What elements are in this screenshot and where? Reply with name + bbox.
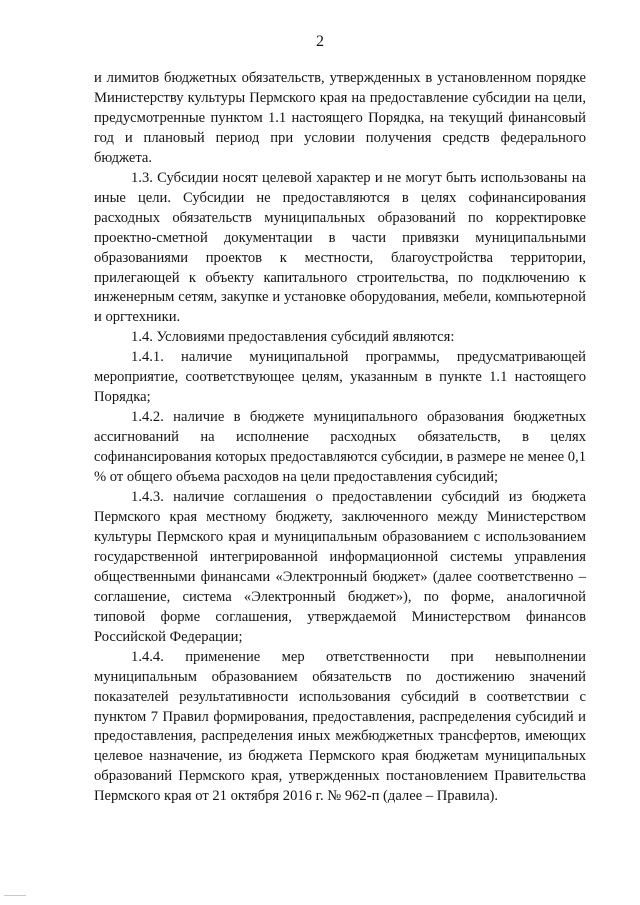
paragraph-1-3: 1.3. Субсидии носят целевой характер и не могут быть использованы на иные цели. Субсидии не предоставляются в целях софинансирования расходных обязательств муниципальных образований по корректировке проектно-сметной документации в части привязки муниципальными образованиями проектов к местности, благоустройства территории, прилегающей к объекту капитального строительства, по подключению к инженерным сетям, закупке и установке оборудования, мебели, компьютерной и оргтехники. (94, 169, 586, 326)
document-body (94, 69, 586, 807)
paragraph-1-4-1: 1.4.1. наличие муниципальной программы, предусматривающей мероприятие, соответствующее целям, указанным в пункте 1.1 настоящего Порядка; (94, 349, 586, 406)
page-number: 2 (316, 33, 324, 50)
paragraph-1-4-2: 1.4.2. наличие в бюджете муниципального образования бюджетных ассигнований на исполнение расходных обязательств, в целях софинансирования которых предоставляются субсидии, в размере не менее 0,1 % от общего объема расходов на цели предоставления субсидий; (94, 409, 586, 486)
paragraph-1-4: 1.4. Условиями предоставления субсидий являются: (131, 329, 455, 346)
paragraph-1-4-4: 1.4.4. применение мер ответственности при невыполнении муниципальным образованием обязательств по достижению значений показателей результативности использования субсидий в соответствии с пунктом 7 Правил формирования, предоставления, распределения субсидий и предоставления, распределения иных межбюджетных трансфертов, имеющих целевое назначение, из бюджета Пермского края бюджетам муниципальных образований Пермского края, утвержденных постановлением Правительства Пермского края от 21 октября 2016 г. № 962-п (далее – Правила). (94, 648, 586, 805)
paragraph-continuation: и лимитов бюджетных обязательств, утвержденных в установленном порядке Министерству культуры Пермского края на предоставление субсидии на цели, предусмотренные пунктом 1.1 настоящего Порядка, на текущий финансовый год и плановый период при условии получения средств федерального бюджета. (94, 70, 586, 166)
paragraph-1-4-3: 1.4.3. наличие соглашения о предоставлении субсидий из бюджета Пермского края местному бюджету, заключенного между Министерством культуры Пермского края и муниципальным образованием с использованием государственной интегрированной информационной системы управления общественными финансами «Электронный бюджет» (далее соответственно – соглашение, система «Электронный бюджет»), по форме, аналогичной типовой форме соглашения, утверждаемой Министерством финансов Российской Федерации; (94, 489, 586, 645)
scan-artifact (4, 895, 26, 896)
